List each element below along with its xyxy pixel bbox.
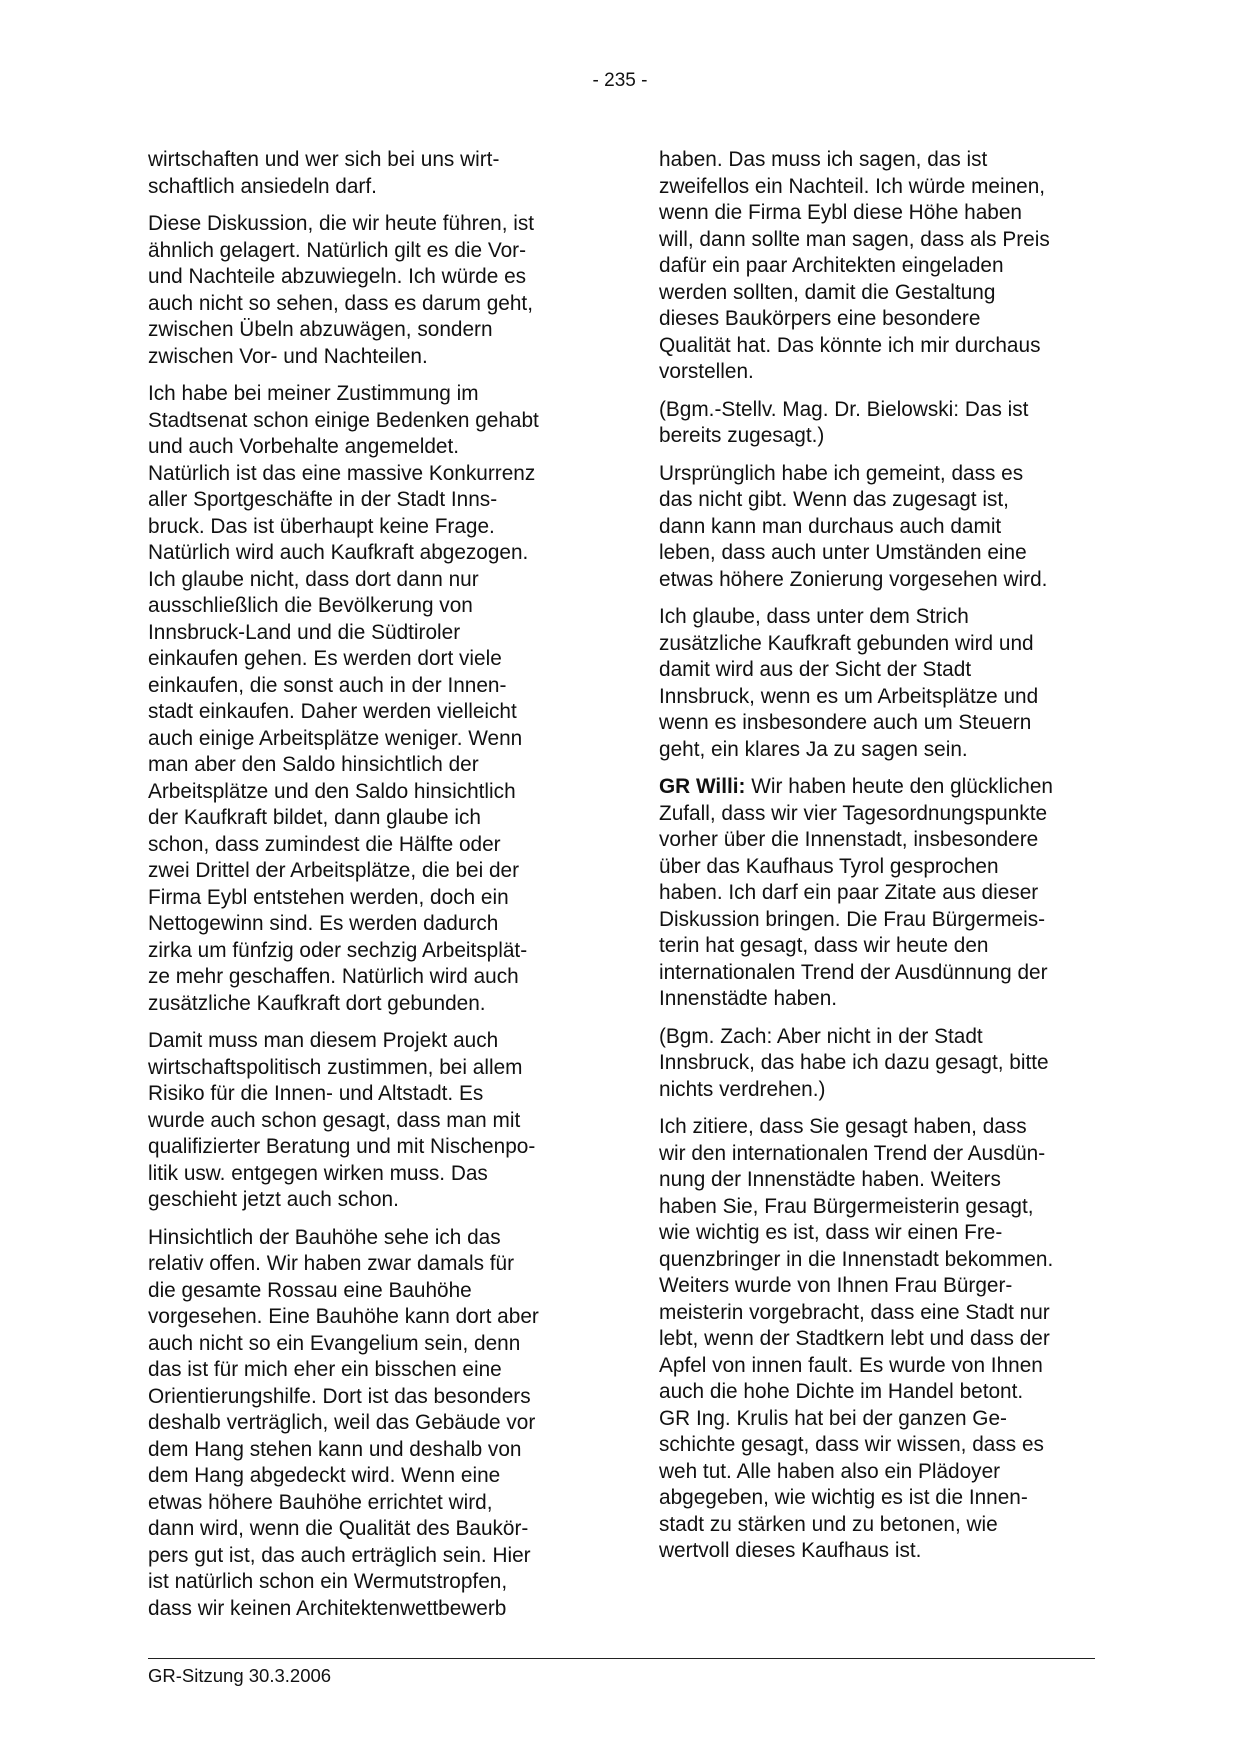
- text-line: deshalb verträglich, weil das Gebäude vor: [148, 1411, 536, 1434]
- text-line: lebt, wenn der Stadtkern lebt und dass der: [659, 1327, 1050, 1350]
- text-line: terin hat gesagt, dass wir heute den: [659, 934, 989, 957]
- text-line: Firma Eybl entstehen werden, doch ein: [148, 885, 509, 909]
- text-line: Diskussion bringen. Die Frau Bürgermeis-: [659, 907, 1046, 931]
- text-line: wirtschaftspolitisch zustimmen, bei allem: [148, 1055, 523, 1079]
- left-paragraph: [148, 1225, 588, 1623]
- text-line: zirka um fünfzig oder sechzig Arbeitsplät-: [148, 938, 528, 962]
- text-line: einkaufen gehen. Es werden dort viele: [148, 647, 502, 670]
- text-line: Ich habe bei meiner Zustimmung im: [148, 382, 479, 405]
- right-paragraph: [659, 1114, 1099, 1565]
- text-line: der Kaufkraft bildet, dann glaube ich: [148, 806, 481, 829]
- text-line: wirtschaften und wer sich bei uns wirt-: [148, 148, 500, 171]
- left-column: [148, 147, 588, 1633]
- text-line: qualifizierter Beratung und mit Nischenpo-: [148, 1135, 536, 1158]
- left-paragraph: [148, 381, 588, 1017]
- left-paragraph: [148, 211, 588, 370]
- right-paragraph: [659, 397, 1099, 450]
- footer-divider: [148, 1658, 1095, 1659]
- text-line: Zufall, dass wir vier Tagesordnungspunkte: [659, 801, 1048, 825]
- text-line: schon, dass zumindest die Hälfte oder: [148, 832, 501, 856]
- speaker-name: GR Willi:: [659, 775, 746, 798]
- text-line: einkaufen, die sonst auch in der Innen-: [148, 673, 507, 697]
- text-line: nung der Innenstädte haben. Weiters: [659, 1168, 1001, 1191]
- text-line: Natürlich wird auch Kaufkraft abgezogen.: [148, 541, 529, 564]
- text-line: Damit muss man diesem Projekt auch: [148, 1029, 499, 1052]
- speech-text: Wir haben heute den glücklichen: [745, 775, 1053, 798]
- right-paragraph: [659, 1024, 1099, 1104]
- text-line: schichte gesagt, dass wir wissen, dass es: [659, 1433, 1044, 1456]
- text-line: man aber den Saldo hinsichtlich der: [148, 753, 479, 776]
- text-line: internationalen Trend der Ausdünnung der: [659, 960, 1048, 984]
- text-line: Stadtsenat schon einige Bedenken gehabt: [148, 408, 539, 432]
- text-line: Weiters wurde von Ihnen Frau Bürger-: [659, 1274, 1013, 1297]
- text-line: Risiko für die Innen- und Altstadt. Es: [148, 1082, 484, 1105]
- text-line: wertvoll dieses Kaufhaus ist.: [659, 1539, 922, 1562]
- text-line: pers gut ist, das auch erträglich sein. Hier: [148, 1543, 531, 1567]
- text-line: meisterin vorgebracht, dass eine Stadt nur: [659, 1300, 1050, 1324]
- text-line: haben Sie, Frau Bürgermeisterin gesagt,: [659, 1194, 1034, 1218]
- text-line: Innsbruck-Land und die Südtiroler: [148, 620, 461, 644]
- text-line: etwas höhere Bauhöhe errichtet wird,: [148, 1490, 493, 1514]
- text-line: nichts verdrehen.): [659, 1077, 826, 1101]
- text-line: und auch Vorbehalte angemeldet.: [148, 435, 460, 458]
- text-line: ist natürlich schon ein Wermutstropfen,: [148, 1570, 508, 1593]
- text-line: das ist für mich eher ein bisschen eine: [148, 1358, 502, 1381]
- text-line: GR Ing. Krulis hat bei der ganzen Ge-: [659, 1406, 1007, 1430]
- text-line: dann wird, wenn die Qualität des Baukör-: [148, 1517, 529, 1540]
- text-line: Ich glaube, dass unter dem Strich: [659, 605, 969, 628]
- text-line: schaftlich ansiedeln darf.: [148, 174, 377, 198]
- text-line: Innsbruck, wenn es um Arbeitsplätze und: [659, 684, 1039, 708]
- text-line: dem Hang stehen kann und deshalb von: [148, 1437, 522, 1461]
- text-line: stadt zu stärken und zu betonen, wie: [659, 1512, 998, 1536]
- text-line: zwischen Übeln abzuwägen, sondern: [148, 318, 493, 341]
- text-line: Orientierungshilfe. Dort ist das besonders: [148, 1384, 531, 1408]
- text-line: und Nachteile abzuwiegeln. Ich würde es: [148, 265, 527, 288]
- text-line: dem Hang abgedeckt wird. Wenn eine: [148, 1464, 501, 1487]
- text-line: (Bgm. Zach: Aber nicht in der Stadt: [659, 1024, 983, 1048]
- text-line: vorher über die Innenstadt, insbesondere: [659, 828, 1039, 851]
- right-paragraph: [659, 774, 1099, 1013]
- right-column: [659, 147, 1099, 1576]
- text-line: wurde auch schon gesagt, dass man mit: [148, 1108, 521, 1132]
- text-line: dass wir keinen Architektenwettbewerb: [148, 1596, 507, 1620]
- text-line: will, dann sollte man sagen, dass als Preis: [659, 227, 1050, 251]
- text-line: damit wird aus der Sicht der Stadt: [659, 658, 972, 681]
- text-line: wir den internationalen Trend der Ausdün-: [659, 1141, 1046, 1165]
- left-paragraph: [148, 1028, 588, 1214]
- text-line: litik usw. entgegen wirken muss. Das: [148, 1161, 488, 1185]
- footer-session-label: GR-Sitzung 30.3.2006: [148, 1665, 332, 1686]
- text-line: Apfel von innen fault. Es wurde von Ihnen: [659, 1353, 1043, 1377]
- text-line: dafür ein paar Architekten eingeladen: [659, 254, 1004, 277]
- right-paragraph: [659, 604, 1099, 763]
- text-line: stadt einkaufen. Daher werden vielleicht: [148, 700, 517, 723]
- text-line: geschieht jetzt auch schon.: [148, 1188, 399, 1211]
- text-line: Innenstädte haben.: [659, 987, 838, 1010]
- text-line: ähnlich gelagert. Natürlich gilt es die Vor-: [148, 238, 527, 262]
- text-line: relativ offen. Wir haben zwar damals für: [148, 1252, 515, 1275]
- text-line: etwas höhere Zonierung vorgesehen wird.: [659, 567, 1048, 591]
- text-line: auch einige Arbeitsplätze weniger. Wenn: [148, 726, 523, 750]
- text-line: geht, ein klares Ja zu sagen sein.: [659, 737, 968, 761]
- text-line: auch die hohe Dichte im Handel betont.: [659, 1380, 1024, 1403]
- text-line: wenn es insbesondere auch um Steuern: [659, 711, 1032, 734]
- text-line: die gesamte Rossau eine Bauhöhe: [148, 1278, 472, 1302]
- text-line: leben, dass auch unter Umständen eine: [659, 541, 1027, 564]
- text-line: wenn die Firma Eybl diese Höhe haben: [659, 201, 1023, 224]
- text-line: abgegeben, wie wichtig es ist die Innen-: [659, 1486, 1028, 1509]
- left-paragraph: [148, 147, 588, 200]
- text-line: Ich glaube nicht, dass dort dann nur: [148, 567, 479, 591]
- text-line: auch nicht so ein Evangelium sein, denn: [148, 1331, 521, 1355]
- text-line: zweifellos ein Nachteil. Ich würde meinen,: [659, 174, 1046, 198]
- text-line: zusätzliche Kaufkraft gebunden wird und: [659, 631, 1034, 655]
- text-line: haben. Das muss ich sagen, das ist: [659, 148, 988, 171]
- text-line: (Bgm.-Stellv. Mag. Dr. Bielowski: Das ist: [659, 397, 1029, 421]
- text-line: Ich zitiere, dass Sie gesagt haben, dass: [659, 1115, 1027, 1138]
- text-line: werden sollten, damit die Gestaltung: [659, 280, 996, 304]
- text-line: Nettogewinn sind. Es werden dadurch: [148, 912, 499, 935]
- text-line: aller Sportgeschäfte in der Stadt Inns-: [148, 488, 498, 511]
- text-line: auch nicht so sehen, dass es darum geht,: [148, 291, 533, 315]
- text-line: ze mehr geschaffen. Natürlich wird auch: [148, 965, 519, 988]
- text-line: Diese Diskussion, die wir heute führen, ist: [148, 212, 535, 235]
- text-line: Natürlich ist das eine massive Konkurrenz: [148, 461, 536, 485]
- right-paragraph: [659, 147, 1099, 386]
- text-line: bruck. Das ist überhaupt keine Frage.: [148, 514, 495, 538]
- text-line: bereits zugesagt.): [659, 424, 825, 447]
- text-line: [659, 774, 1099, 801]
- text-line: vorgesehen. Eine Bauhöhe kann dort aber: [148, 1305, 539, 1328]
- text-line: Ursprünglich habe ich gemeint, dass es: [659, 461, 1024, 485]
- text-line: dann kann man durchaus auch damit: [659, 514, 1002, 538]
- text-line: Qualität hat. Das könnte ich mir durchaus: [659, 333, 1041, 357]
- text-line: Innsbruck, das habe ich dazu gesagt, bitte: [659, 1051, 1049, 1074]
- text-line: quenzbringer in die Innenstadt bekommen.: [659, 1247, 1054, 1271]
- text-line: zusätzliche Kaufkraft dort gebunden.: [148, 991, 486, 1015]
- text-line: weh tut. Alle haben also ein Plädoyer: [659, 1459, 1001, 1483]
- right-paragraph: [659, 461, 1099, 594]
- text-line: zwei Drittel der Arbeitsplätze, die bei der: [148, 859, 520, 882]
- text-line: das nicht gibt. Wenn das zugesagt ist,: [659, 488, 1009, 511]
- text-line: wie wichtig es ist, dass wir einen Fre-: [659, 1221, 1003, 1244]
- page-number: - 235 -: [592, 70, 648, 91]
- text-line: zwischen Vor- und Nachteilen.: [148, 344, 428, 368]
- text-line: ausschließlich die Bevölkerung von: [148, 594, 473, 617]
- text-line: dieses Baukörpers eine besondere: [659, 307, 981, 330]
- text-line: haben. Ich darf ein paar Zitate aus dieser: [659, 881, 1039, 904]
- text-line: Arbeitsplätze und den Saldo hinsichtlich: [148, 779, 516, 803]
- text-line: über das Kaufhaus Tyrol gesprochen: [659, 854, 999, 878]
- text-line: Hinsichtlich der Bauhöhe sehe ich das: [148, 1225, 501, 1249]
- text-line: vorstellen.: [659, 360, 754, 383]
